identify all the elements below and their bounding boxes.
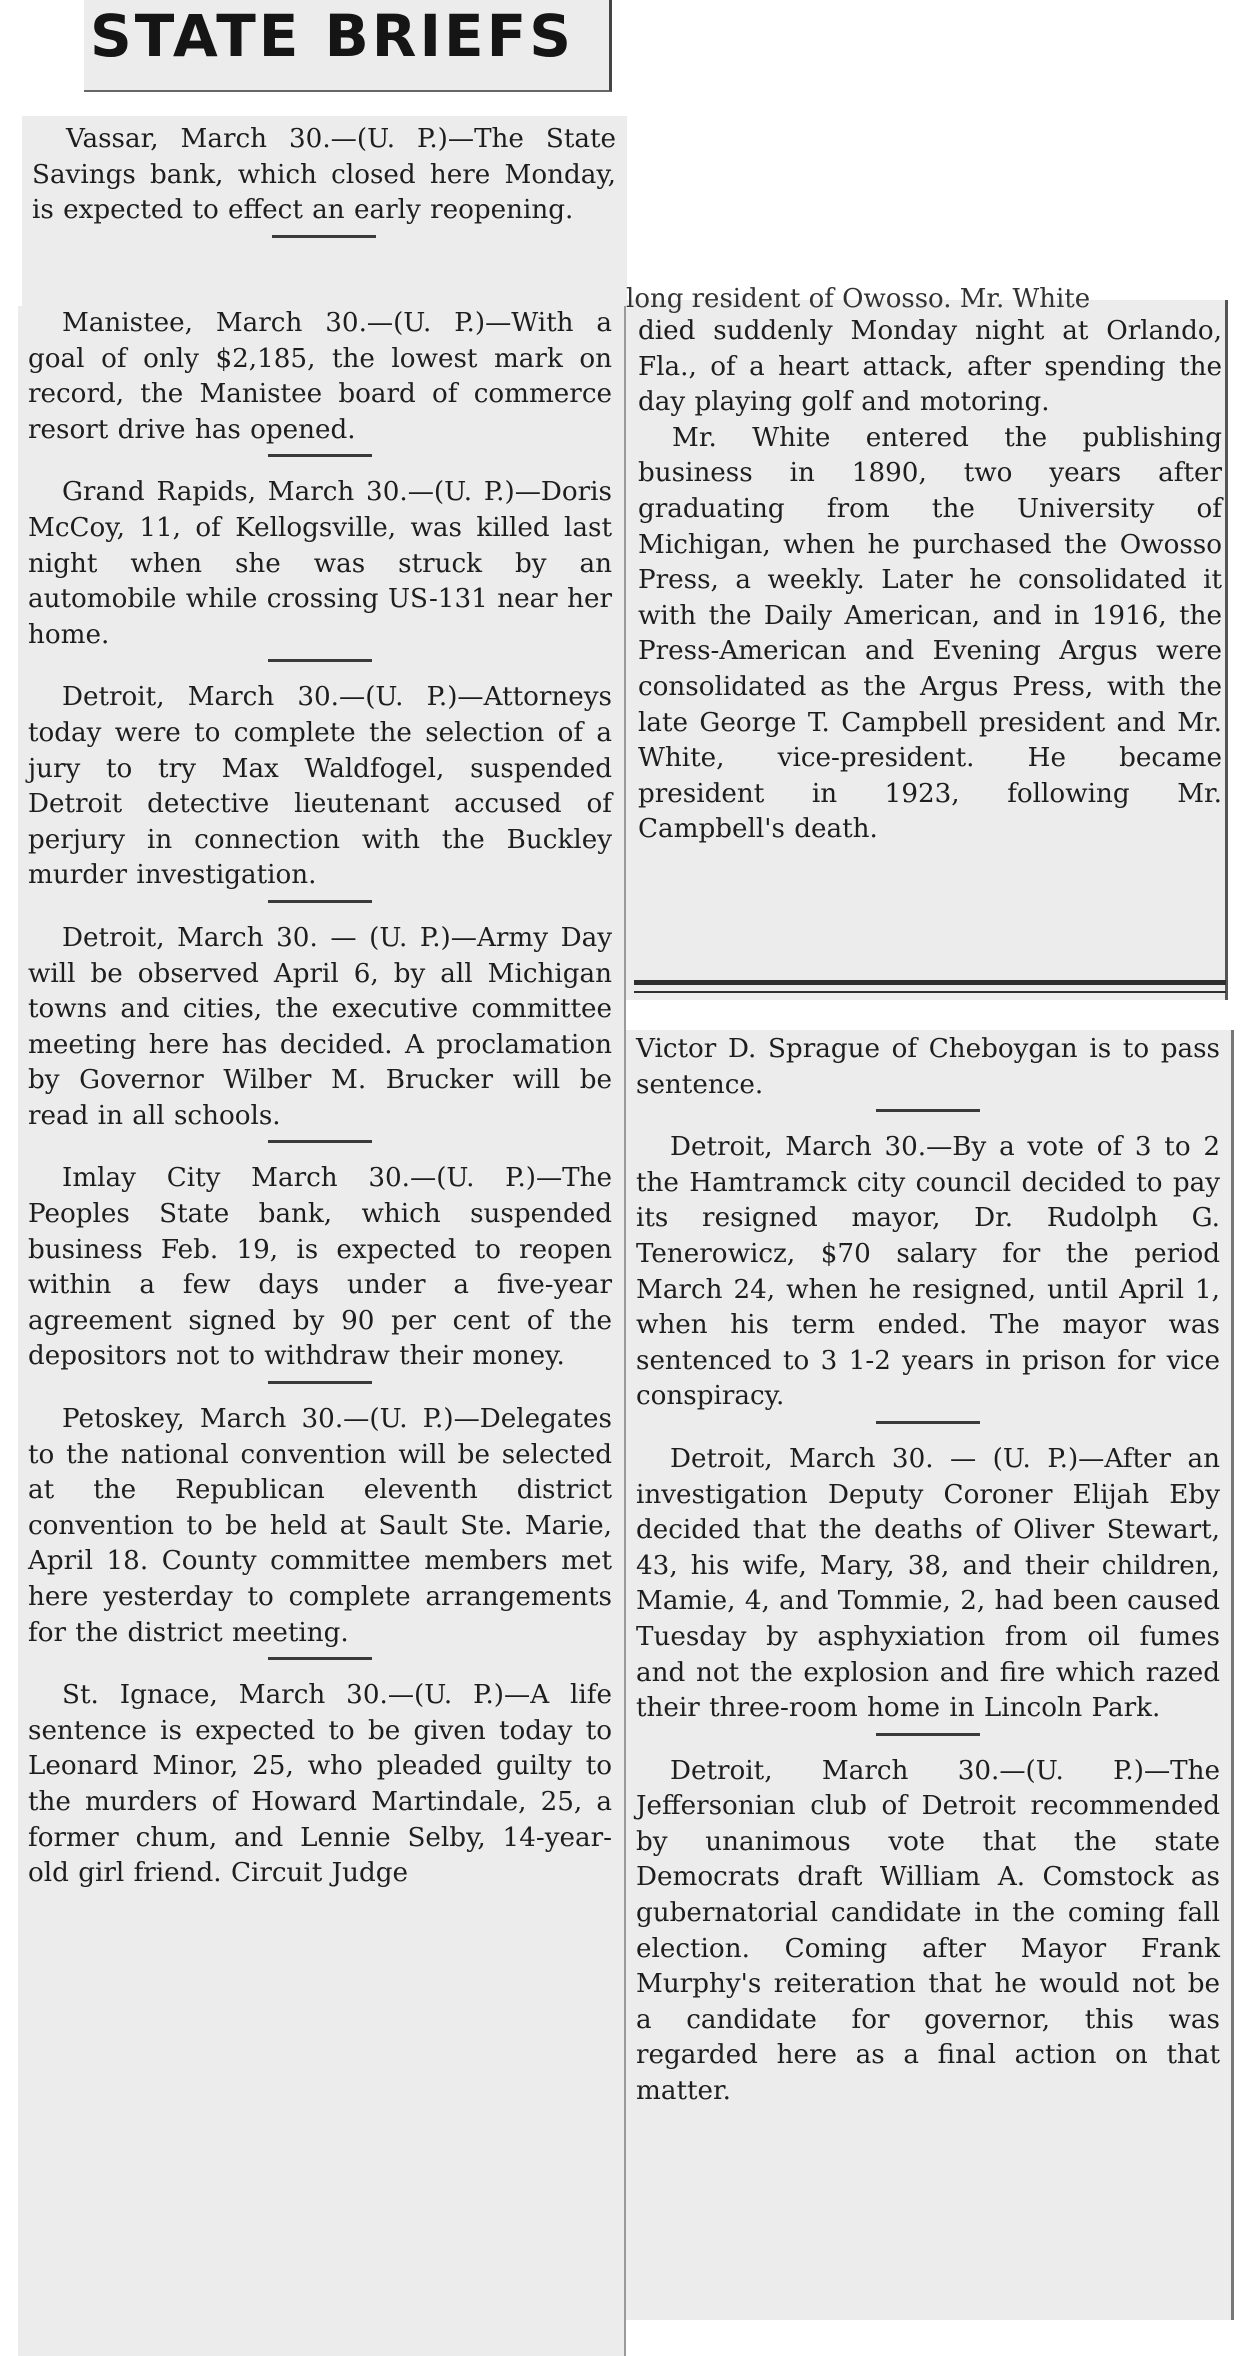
separator [268,1657,372,1660]
brief-sprague: Victor D. Sprague of Cheboygan is to pass sentence. [636,1034,1220,1100]
brief-grand-rapids: Grand Rapids, March 30.—(U. P.)—Doris McCoy, 11, of Kellogsville, was killed last night when she was struck by an automobile while crossing US-131 near her home. [28,477,612,650]
headline: STATE BRIEFS [90,2,575,70]
separator [268,900,372,903]
white-paragraph-1: died suddenly Monday night at Orlando, Fla., of a heart attack, after spending the day playing golf and motoring. [638,316,1222,418]
brief-st-ignace: St. Ignace, March 30.—(U. P.)—A life sentence is expected to be given today to Leonard Minor, 25, who pleaded guilty to the murders of Howard Martindale, 25, a former chum, and Lennie Selby, 14-year-old girl friend. Circuit Judge [28,1680,612,1889]
separator [268,454,372,457]
headline-clipping [84,0,612,92]
separator [268,1381,372,1384]
separator [876,1733,980,1736]
clipping-vassar [22,116,627,306]
brief-hamtramck: Detroit, March 30.—By a vote of 3 to 2 the Hamtramck city council decided to pay its resigned mayor, Dr. Rudolph G. Tenerowicz, $70 salary for the period March 24, when he resigned, until April 1, when his term ended. The mayor was sentenced to 3 1-2 years in prison for vice conspiracy. [636,1132,1220,1412]
brief-jeffersonian: Detroit, March 30.—(U. P.)—The Jeffersonian club of Detroit recommended by unanimous vote that the state Democrats draft William A. Comstock as gubernatorial candidate in the coming fall election. Coming after Mayor Frank Murphy's reiteration that he would not be a candidate for governor, this was regarded here as a final action on that matter. [636,1755,1220,2107]
brief-petoskey: Petoskey, March 30.—(U. P.)—Delegates to the national convention will be selected at the Republican eleventh district convention to be held at Sault Ste. Marie, April 18. County committee members met here yesterday to complete arrangements for the district meeting. [28,1404,612,1648]
left-column [18,306,626,2356]
cut-off-text: long resident of Owosso. Mr. White [626,284,1091,314]
separator [272,235,376,238]
column-rule-thin [634,991,1226,993]
right-column [626,1030,1234,2320]
brief-manistee: Manistee, March 30.—(U. P.)—With a goal of only $2,185, the lowest mark on record, the Manistee board of commerce resort drive has opened. [28,308,612,445]
clipping-white-obituary [626,284,1228,1000]
brief-detroit-waldfogel: Detroit, March 30.—(U. P.)—Attorneys today were to complete the selection of a jury to try Max Waldfogel, suspended Detroit detective lieutenant accused of perjury in connection with the Buckley murder investigation. [28,682,612,891]
separator [268,1140,372,1143]
separator [876,1421,980,1424]
brief-eby: Detroit, March 30. — (U. P.)—After an investigation Deputy Coroner Elijah Eby decided that the deaths of Oliver Stewart, 43, his wife, Mary, 38, and their children, Mamie, 4, and Tommie, 2, had been caused Tuesday by asphyxiation from oil fumes and not the explosion and fire which razed their three-room home in Lincoln Park. [636,1443,1220,1724]
separator [268,659,372,662]
brief-vassar: Vassar, March 30.—(U. P.)—The State Savings bank, which closed here Monday, is expected to effect an early reopening. [32,124,616,226]
separator [876,1109,980,1112]
column-rule-thick [634,980,1226,985]
brief-detroit-army-day: Detroit, March 30. — (U. P.)—Army Day will be observed April 6, by all Michigan towns and cities, the executive committee meeting here has decided. A proclamation by Governor Wilber M. Brucker will be read in all schools. [28,922,612,1131]
brief-imlay-city: Imlay City March 30.—(U. P.)—The Peoples State bank, which suspended business Feb. 19, is expected to reopen within a few days under a five-year agreement signed by 90 per cent of the depositors not to withdraw their money. [28,1163,612,1372]
white-paragraph-2: Mr. White entered the publishing business in 1890, two years after graduating from the University of Michigan, when he purchased the Owosso Press, a weekly. Later he consolidated it with the Daily American, and in 1916, the Press-American and Evening Argus were consolidated as the Argus Press, with the late George T. Campbell president and Mr. White, vice-president. He became president in 1923, following Mr. Campbell's death. [638,422,1222,845]
